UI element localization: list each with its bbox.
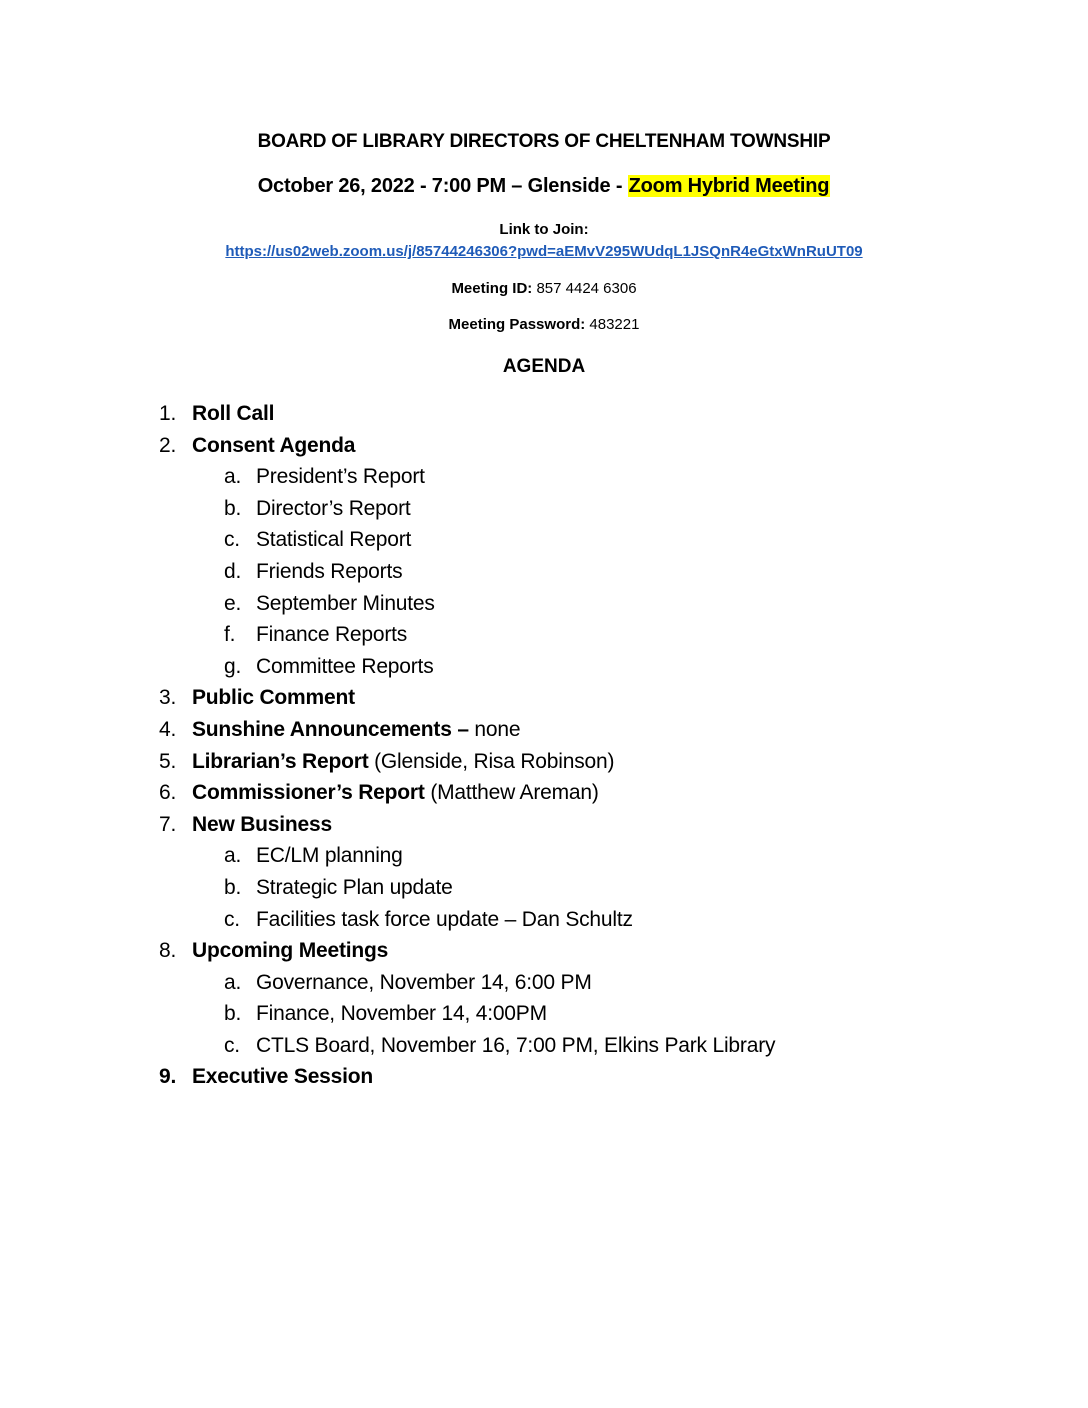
agenda-subitem (0, 904, 1088, 936)
agenda-item-text (192, 714, 520, 746)
agenda-item-text (192, 746, 614, 778)
agenda-item-number: 9. (159, 1065, 177, 1089)
agenda-subitem (0, 1030, 1088, 1062)
subitem-letter: c. (224, 1033, 240, 1057)
meeting-date-line (0, 175, 1088, 198)
agenda-subitem (0, 461, 1088, 493)
subitem-letter: b. (224, 1002, 242, 1026)
subitem-letter: c. (224, 907, 240, 931)
agenda-item-number: 5. (159, 749, 177, 773)
agenda-item (0, 746, 1088, 778)
agenda-item-number: 1. (159, 402, 177, 425)
link-to-join-label: Link to Join: (499, 221, 589, 238)
agenda-subitem (0, 998, 1088, 1030)
agenda-item-text (192, 430, 355, 462)
agenda-item (0, 682, 1088, 714)
agenda-item-label: Public Comment (192, 686, 355, 710)
subitem-letter: a. (224, 465, 242, 489)
subitem-text: EC/LM planning (256, 844, 403, 868)
agenda-item-label: New Business (192, 812, 332, 836)
agenda-item-label: Executive Session (192, 1065, 374, 1089)
subitem-letter: a. (224, 844, 242, 868)
subitem-letter: e. (224, 591, 242, 615)
agenda-item-number: 2. (159, 433, 177, 457)
agenda-item-text (192, 777, 599, 809)
agenda-subitem (0, 493, 1088, 525)
subitem-letter: d. (224, 559, 242, 583)
agenda-subitem (0, 872, 1088, 904)
agenda-item (0, 777, 1088, 809)
agenda-item-number: 4. (159, 717, 177, 741)
agenda-item (0, 430, 1088, 462)
meeting-id-label: Meeting ID: (451, 280, 533, 297)
agenda-item (0, 809, 1088, 841)
agenda-item-suffix: (Glenside, Risa Robinson) (368, 749, 615, 773)
agenda-item-text (192, 1061, 373, 1093)
subitem-text: CTLS Board, November 16, 7:00 PM, Elkins Park Library (256, 1033, 776, 1057)
agenda-item-label: Librarian’s Report (192, 749, 369, 773)
agenda-heading: AGENDA (502, 356, 586, 377)
meeting-id-value: 857 4424 6306 (532, 280, 637, 297)
agenda-subitem (0, 588, 1088, 620)
subitem-text: Statistical Report (256, 528, 412, 552)
subitem-text: President’s Report (256, 465, 425, 489)
agenda-item-text (192, 398, 274, 430)
subitem-text: Friends Reports (256, 559, 403, 583)
subitem-text: Facilities task force update – Dan Schultz (256, 907, 633, 931)
agenda-item-label: Sunshine Announcements – (192, 717, 469, 741)
agenda-item-label: Consent Agenda (192, 433, 356, 457)
subitem-text: Finance Reports (256, 623, 408, 647)
agenda-item (0, 714, 1088, 746)
agenda-item-number: 3. (159, 686, 177, 710)
agenda-item (0, 398, 1088, 430)
agenda-subitem (0, 967, 1088, 999)
meeting-password-label: Meeting Password: (448, 316, 586, 333)
meeting-password-value: 483221 (585, 316, 640, 333)
agenda-item-label: Commissioner’s Report (192, 781, 425, 805)
subitem-letter: b. (224, 496, 242, 520)
board-title: BOARD OF LIBRARY DIRECTORS OF CHELTENHAM TOWNSHIP (257, 131, 831, 152)
subitem-letter: a. (224, 970, 242, 994)
agenda-item-label: Roll Call (192, 402, 275, 425)
subitem-text: Director’s Report (256, 496, 411, 520)
subitem-text: September Minutes (256, 591, 435, 615)
meeting-date-text: October 26, 2022 - 7:00 PM – Glenside - (257, 175, 628, 197)
subitem-letter: b. (224, 875, 242, 899)
subitem-letter: f. (224, 623, 236, 647)
agenda-subitem (0, 619, 1088, 651)
agenda-item (0, 935, 1088, 967)
subitem-letter: c. (224, 528, 240, 552)
agenda-item-suffix: (Matthew Areman) (424, 781, 599, 805)
agenda-item-number: 8. (159, 939, 177, 963)
agenda-item-text (192, 682, 355, 714)
agenda-subitem (0, 651, 1088, 683)
agenda-item-text (192, 935, 388, 967)
subitem-text: Committee Reports (256, 654, 434, 678)
agenda-item-number: 6. (159, 781, 177, 805)
zoom-join-link[interactable]: https://us02web.zoom.us/j/85744246306?pwd=aEMvV295WUdqL1JSQnR4eGtxWnRuUT09 (225, 243, 863, 260)
agenda-item-text (192, 809, 332, 841)
meeting-id-line (0, 280, 1088, 297)
subitem-letter: g. (224, 654, 242, 678)
subitem-text: Governance, November 14, 6:00 PM (256, 970, 592, 994)
agenda-list (0, 398, 1088, 1093)
meeting-password-line (0, 316, 1088, 333)
agenda-subitem (0, 840, 1088, 872)
agenda-subitem (0, 524, 1088, 556)
subitem-text: Finance, November 14, 4:00PM (256, 1002, 547, 1026)
agenda-item-label: Upcoming Meetings (192, 939, 389, 963)
zoom-hybrid-highlight: Zoom Hybrid Meeting (628, 175, 830, 197)
agenda-item-suffix: none (468, 717, 521, 741)
agenda-item-number: 7. (159, 812, 177, 836)
agenda-item (0, 1061, 1088, 1093)
agenda-subitem (0, 556, 1088, 588)
subitem-text: Strategic Plan update (256, 875, 453, 899)
